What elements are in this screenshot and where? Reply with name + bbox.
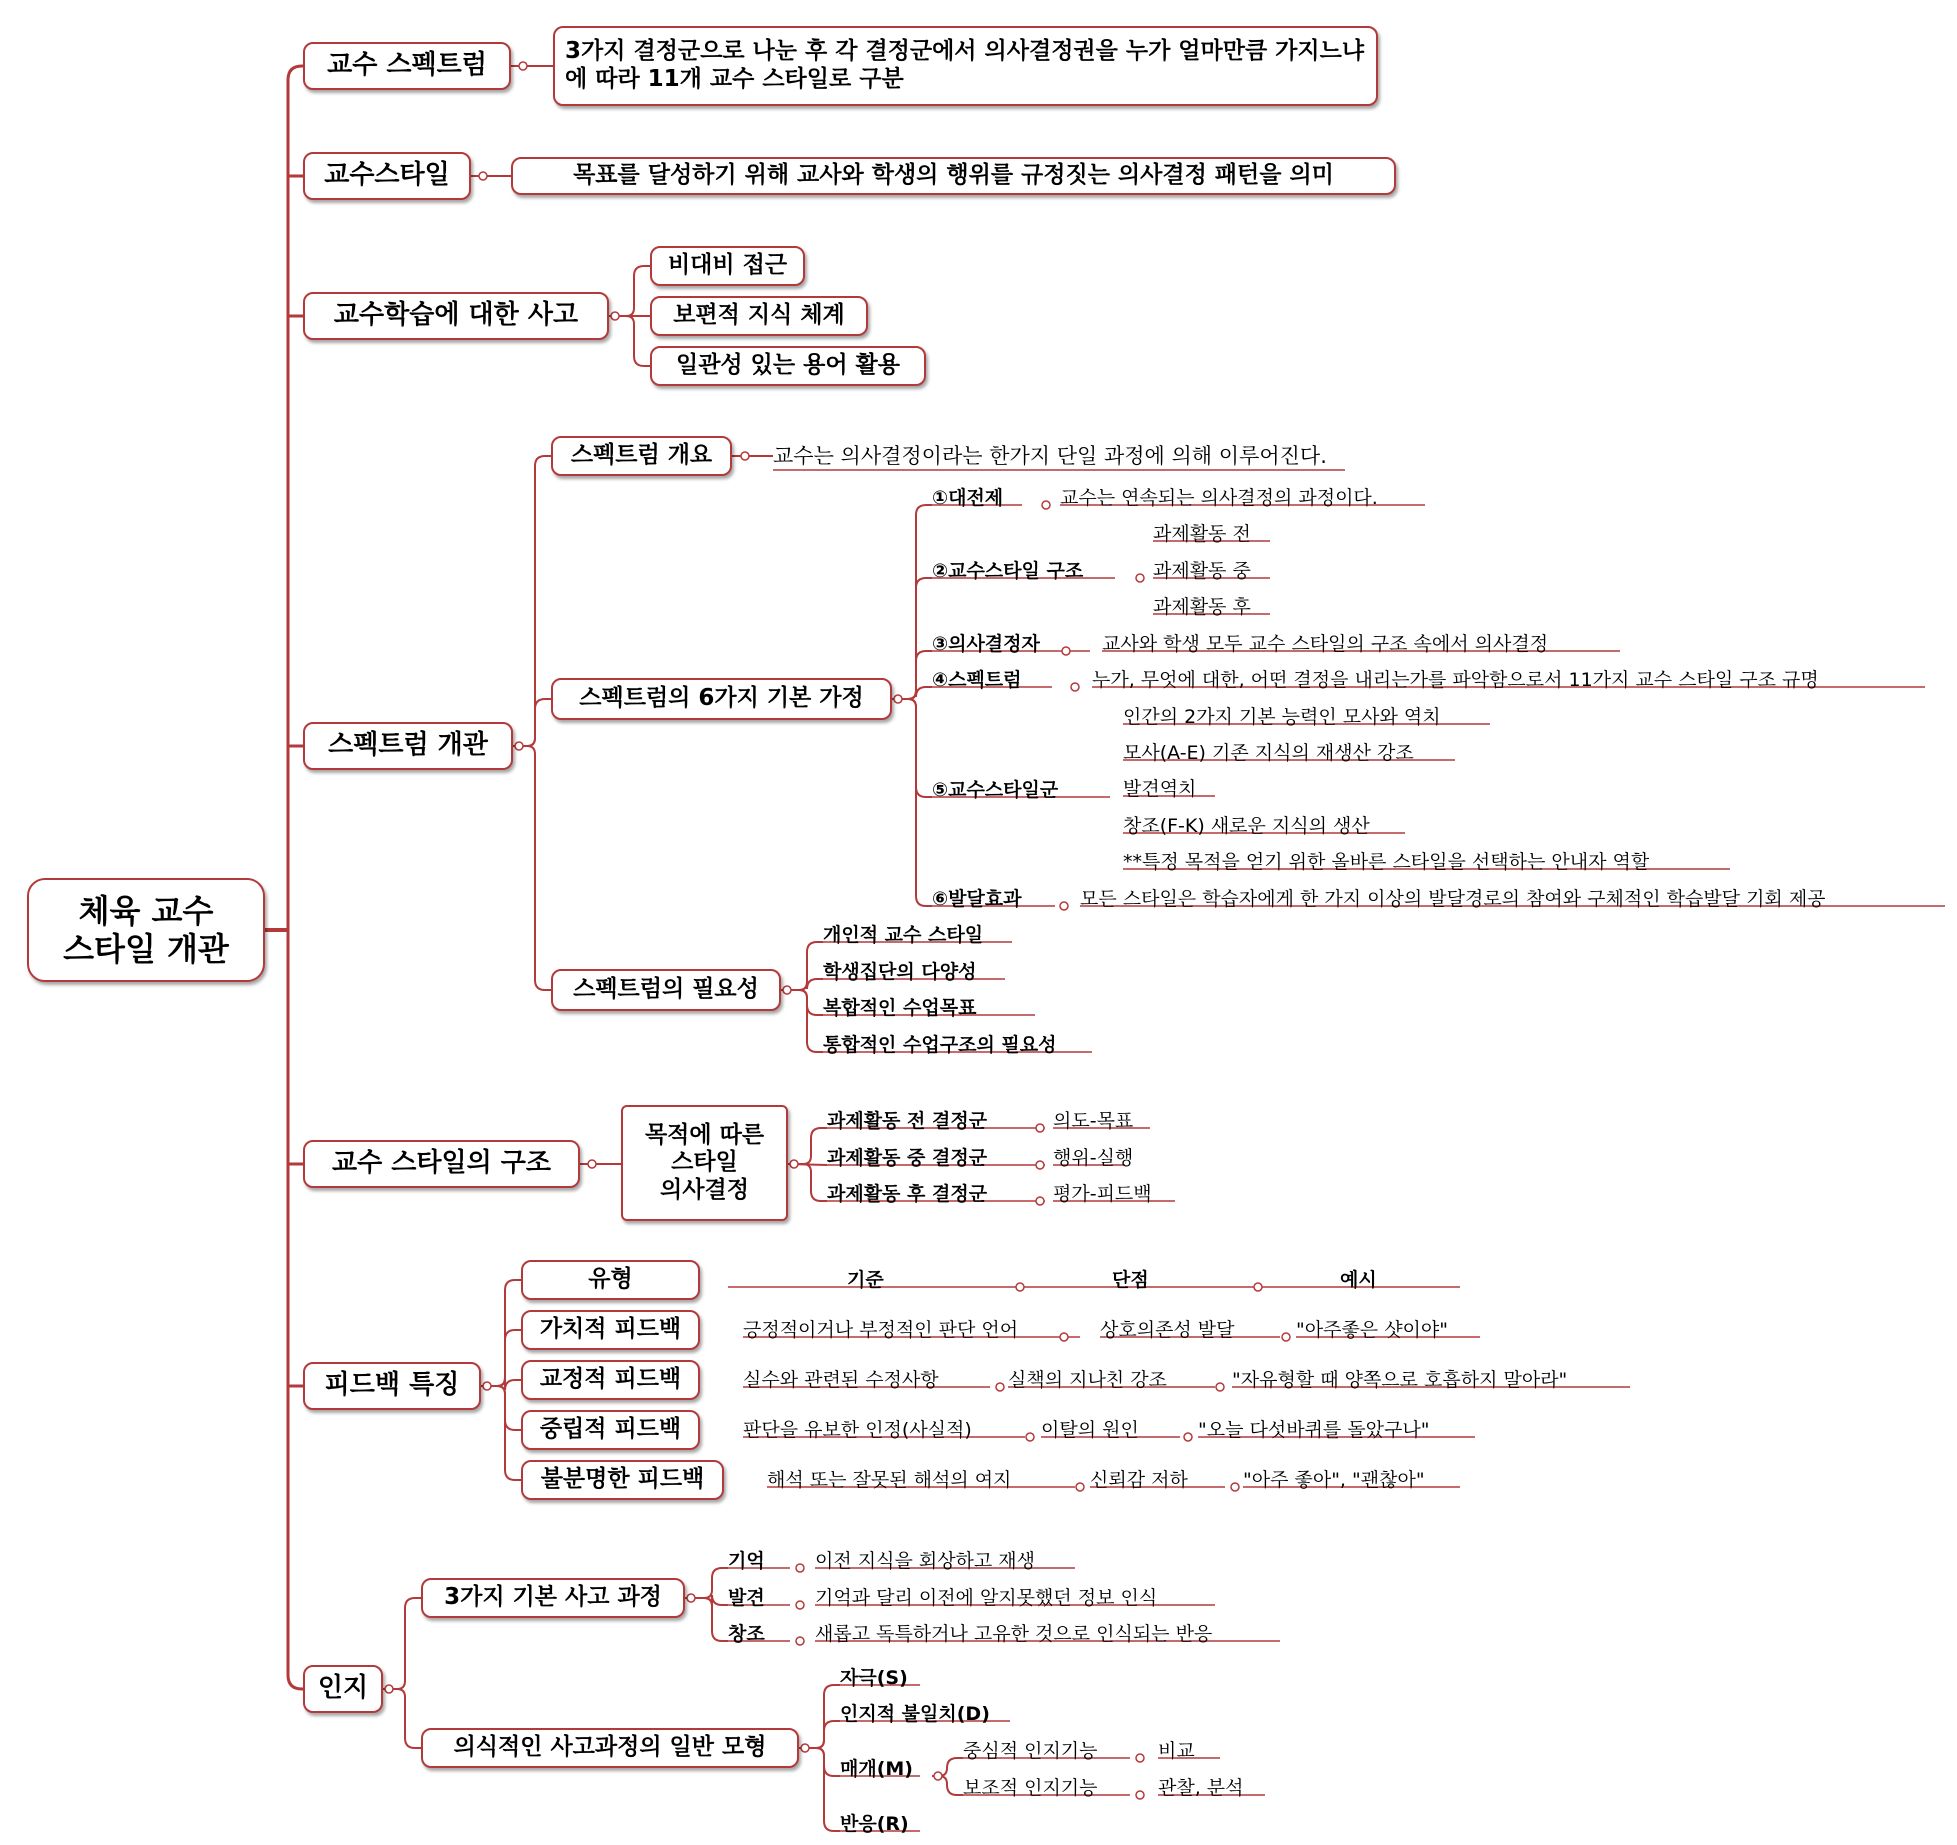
model-response: 반응(R) [840, 1813, 909, 1835]
basic-thinking-desc: 이전 지식을 회상하고 재생 [815, 1550, 1036, 1572]
assumption-5-item: 인간의 2가지 기본 능력인 모사와 역치 [1123, 706, 1441, 728]
assumption-2-item: 과제활동 중 [1153, 560, 1251, 582]
basic-thinking-desc: 새롭고 독특하거나 고유한 것으로 인식되는 반응 [815, 1623, 1213, 1645]
assumption-3-desc: 교사와 학생 모두 교수 스타일의 구조 속에서 의사결정 [1102, 633, 1549, 655]
feedback-example: "자유형할 때 양쪽으로 호흡하지 말아라" [1232, 1369, 1568, 1391]
node-spectrum-overview[interactable]: 스펙트럼 개관 [303, 722, 513, 770]
mediation-function: 중심적 인지기능 [963, 1740, 1098, 1762]
thinking-item[interactable]: 보편적 지식 체계 [650, 296, 868, 336]
feedback-criterion: 해석 또는 잘못된 해석의 여지 [767, 1469, 1012, 1491]
feedback-header-col: 예시 [1340, 1269, 1377, 1291]
feedback-example: "아주좋은 샷이야" [1296, 1319, 1448, 1341]
assumption-6-label: ⑥발달효과 [932, 888, 1022, 910]
feedback-type-value[interactable]: 가치적 피드백 [521, 1310, 700, 1350]
node-feedback[interactable]: 피드백 특징 [303, 1362, 481, 1410]
basic-thinking-label: 발견 [728, 1587, 765, 1609]
structure-row-value: 평가-피드백 [1053, 1183, 1152, 1205]
node-basic-thinking[interactable]: 3가지 기본 사고 과정 [421, 1578, 685, 1618]
node-cognition[interactable]: 인지 [303, 1665, 383, 1713]
model-mediation: 매개(M) [840, 1758, 913, 1780]
assumption-5-item: **특정 목적을 얻기 위한 올바른 스타일을 선택하는 안내자 역할 [1123, 851, 1650, 873]
feedback-criterion: 실수와 관련된 수정사항 [743, 1369, 939, 1391]
feedback-weakness: 상호의존성 발달 [1100, 1319, 1235, 1341]
feedback-type-corrective[interactable]: 교정적 피드백 [521, 1360, 700, 1400]
node-spectrum-necessity[interactable]: 스펙트럼의 필요성 [551, 969, 781, 1011]
assumption-5-item: 발견역치 [1123, 778, 1197, 800]
node-teaching-style[interactable]: 교수스타일 [303, 152, 471, 200]
feedback-weakness: 실책의 지나친 강조 [1008, 1369, 1167, 1391]
mediation-value: 관찰, 분석 [1158, 1777, 1244, 1799]
node-spectrum-summary[interactable]: 스펙트럼 개요 [551, 436, 732, 476]
basic-thinking-label: 창조 [728, 1623, 765, 1645]
structure-row-value: 의도-목표 [1053, 1110, 1134, 1132]
feedback-example: "오늘 다섯바퀴를 돌았구나" [1198, 1419, 1430, 1441]
assumption-2-label: ②교수스타일 구조 [932, 560, 1084, 582]
basic-thinking-label: 기억 [728, 1550, 765, 1572]
feedback-weakness: 이탈의 원인 [1041, 1419, 1139, 1441]
mediation-function: 보조적 인지기능 [963, 1777, 1098, 1799]
feedback-header-col: 단점 [1112, 1269, 1149, 1291]
feedback-criterion: 긍정적이거나 부정적인 판단 언어 [743, 1319, 1019, 1341]
structure-row-label: 과제활동 전 결정군 [827, 1110, 988, 1132]
necessity-item: 학생집단의 다양성 [823, 961, 977, 983]
node-six-assumptions[interactable]: 스펙트럼의 6가지 기본 가정 [551, 678, 892, 720]
necessity-item: 복합적인 수업목표 [823, 997, 977, 1019]
feedback-type-neutral[interactable]: 중립적 피드백 [521, 1410, 700, 1450]
assumption-2-item: 과제활동 전 [1153, 523, 1251, 545]
root-node[interactable]: 체육 교수 스타일 개관 [27, 878, 265, 982]
basic-thinking-desc: 기억과 달리 이전에 알지못했던 정보 인식 [815, 1587, 1158, 1609]
assumption-1-label: ①대전제 [932, 487, 1004, 509]
feedback-example: "아주 좋아", "괜찮아" [1243, 1469, 1425, 1491]
node-thinking-model[interactable]: 의식적인 사고과정의 일반 모형 [421, 1728, 799, 1768]
spectrum-summary-desc: 교수는 의사결정이라는 한가지 단일 과정에 의해 이루어진다. [773, 444, 1327, 468]
assumption-4-desc: 누가, 무엇에 대한, 어떤 결정을 내리는가를 파악함으로서 11가지 교수 스타일 구조 규명 [1092, 669, 1819, 691]
necessity-item: 개인적 교수 스타일 [823, 924, 984, 946]
teaching-style-desc: 목표를 달성하기 위해 교사와 학생의 행위를 규정짓는 의사결정 패턴을 의미 [511, 157, 1396, 195]
teaching-spectrum-desc: 3가지 결정군으로 나눈 후 각 결정군에서 의사결정권을 누가 얼마만큼 가지느냐에 따라 11개 교수 스타일로 구분 [553, 26, 1378, 106]
assumption-4-label: ④스펙트럼 [932, 669, 1022, 691]
node-teaching-thinking[interactable]: 교수학습에 대한 사고 [303, 292, 609, 340]
node-structure-decision[interactable]: 목적에 따른 스타일 의사결정 [621, 1105, 788, 1221]
feedback-type-unclear[interactable]: 불분명한 피드백 [521, 1460, 724, 1500]
assumption-5-item: 창조(F-K) 새로운 지식의 생산 [1123, 815, 1370, 837]
structure-row-value: 행위-실행 [1053, 1147, 1134, 1169]
model-dissonance: 인지적 불일치(D) [840, 1703, 990, 1725]
node-style-structure[interactable]: 교수 스타일의 구조 [303, 1140, 580, 1188]
assumption-1-desc: 교수는 연속되는 의사결정의 과정이다. [1060, 487, 1378, 509]
thinking-item[interactable]: 일관성 있는 용어 활용 [650, 346, 926, 386]
assumption-5-item: 모사(A-E) 기존 지식의 재생산 강조 [1123, 742, 1414, 764]
structure-row-label: 과제활동 후 결정군 [827, 1183, 988, 1205]
feedback-header-col: 기준 [847, 1269, 884, 1291]
structure-row-label: 과제활동 중 결정군 [827, 1147, 988, 1169]
model-stimulus: 자극(S) [840, 1667, 908, 1689]
feedback-criterion: 판단을 유보한 인정(사실적) [743, 1419, 972, 1441]
mediation-value: 비교 [1158, 1740, 1195, 1762]
assumption-6-desc: 모든 스타일은 학습자에게 한 가지 이상의 발달경로의 참여와 구체적인 학습발달 기회 제공 [1080, 888, 1826, 910]
node-teaching-spectrum[interactable]: 교수 스펙트럼 [303, 42, 511, 90]
feedback-type-header[interactable]: 유형 [521, 1260, 700, 1300]
thinking-item[interactable]: 비대비 접근 [650, 246, 805, 286]
assumption-2-item: 과제활동 후 [1153, 596, 1251, 618]
feedback-weakness: 신뢰감 저하 [1090, 1469, 1188, 1491]
necessity-item: 통합적인 수업구조의 필요성 [823, 1034, 1057, 1056]
assumption-5-label: ⑤교수스타일군 [932, 779, 1059, 801]
assumption-3-label: ③의사결정자 [932, 633, 1040, 655]
